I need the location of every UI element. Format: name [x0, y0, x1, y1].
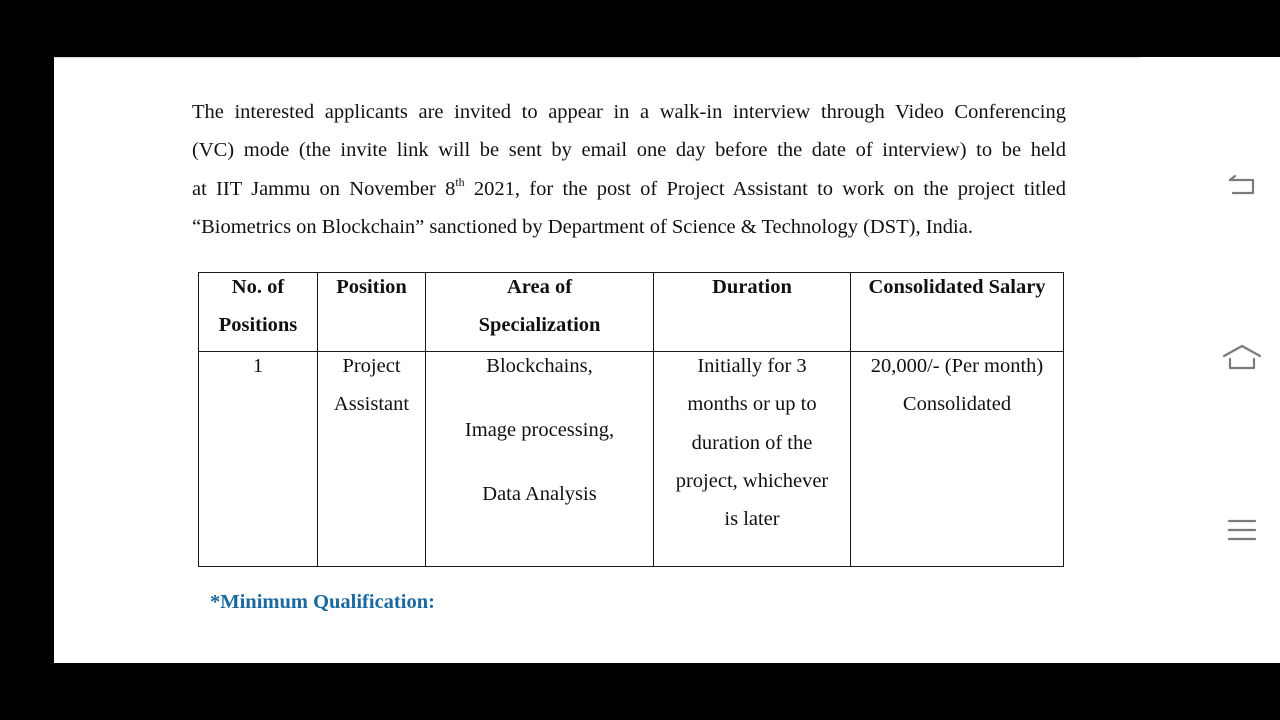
cell-text: 20,000/- (Per month): [870, 355, 1044, 377]
header-text: No. of: [231, 276, 285, 298]
header-text: Duration: [712, 276, 792, 298]
header-area-of-specialization: [426, 273, 654, 352]
ordinal-superscript: th: [455, 174, 465, 189]
specialization-item: Image processing,: [464, 419, 615, 441]
document-page[interactable]: [54, 57, 1204, 663]
home-button[interactable]: [1220, 340, 1264, 380]
paragraph-line: (VC) mode (the invite link will be sent by email one day before the date of interview) to be held: [192, 139, 1066, 162]
minimum-qualification-heading: *Minimum Qualification:: [210, 591, 435, 613]
cell-consolidated-salary: [851, 352, 1064, 567]
cell-duration: [654, 352, 851, 567]
cell-no-of-positions: [199, 352, 318, 567]
cell-text: Assistant: [333, 393, 410, 416]
cell-text: project, whichever: [675, 469, 829, 492]
paragraph-line: [192, 170, 1066, 208]
specialization-item: Blockchains,: [486, 355, 593, 377]
table-row: [199, 352, 1064, 567]
header-position: [318, 273, 426, 352]
header-consolidated-salary: [851, 273, 1064, 352]
intro-paragraph: [192, 93, 1066, 246]
back-icon: [1226, 172, 1258, 203]
cell-text: Initially for 3: [697, 355, 807, 377]
positions-table: [198, 272, 1064, 567]
header-text: Area of: [506, 276, 573, 298]
cell-text: months or up to: [687, 393, 817, 416]
header-duration: [654, 273, 851, 352]
table-header-row: [199, 273, 1064, 352]
specialization-item: Data Analysis: [482, 483, 597, 505]
back-button[interactable]: [1220, 167, 1264, 207]
cell-area-of-specialization: [426, 352, 654, 567]
device-screen: [54, 57, 1280, 663]
paragraph-line: “Biometrics on Blockchain” sanctioned by Department of Science & Technology (DST), India.: [192, 215, 973, 238]
cell-position: [318, 352, 426, 567]
menu-icon: [1227, 518, 1257, 547]
navigation-bar: [1204, 57, 1280, 663]
paragraph-text: 2021, for the post of Project Assistant to work on the project titled: [464, 177, 1067, 200]
header-text: Consolidated Salary: [868, 276, 1046, 298]
paragraph-text: at IIT Jammu on November 8: [192, 177, 456, 200]
cell-text: duration of the: [691, 431, 813, 454]
cell-text: 1: [252, 355, 264, 377]
cell-text: Consolidated: [902, 393, 1012, 416]
header-text: Specialization: [478, 314, 601, 337]
home-icon: [1222, 343, 1262, 378]
cell-text: Project: [342, 355, 401, 377]
header-no-of-positions: [199, 273, 318, 352]
paragraph-line: The interested applicants are invited to appear in a walk-in interview through Video Conferencing: [192, 101, 1066, 123]
header-text: Positions: [218, 314, 298, 337]
menu-button[interactable]: [1220, 512, 1264, 552]
header-text: Position: [336, 276, 407, 298]
cell-text: is later: [724, 508, 780, 531]
